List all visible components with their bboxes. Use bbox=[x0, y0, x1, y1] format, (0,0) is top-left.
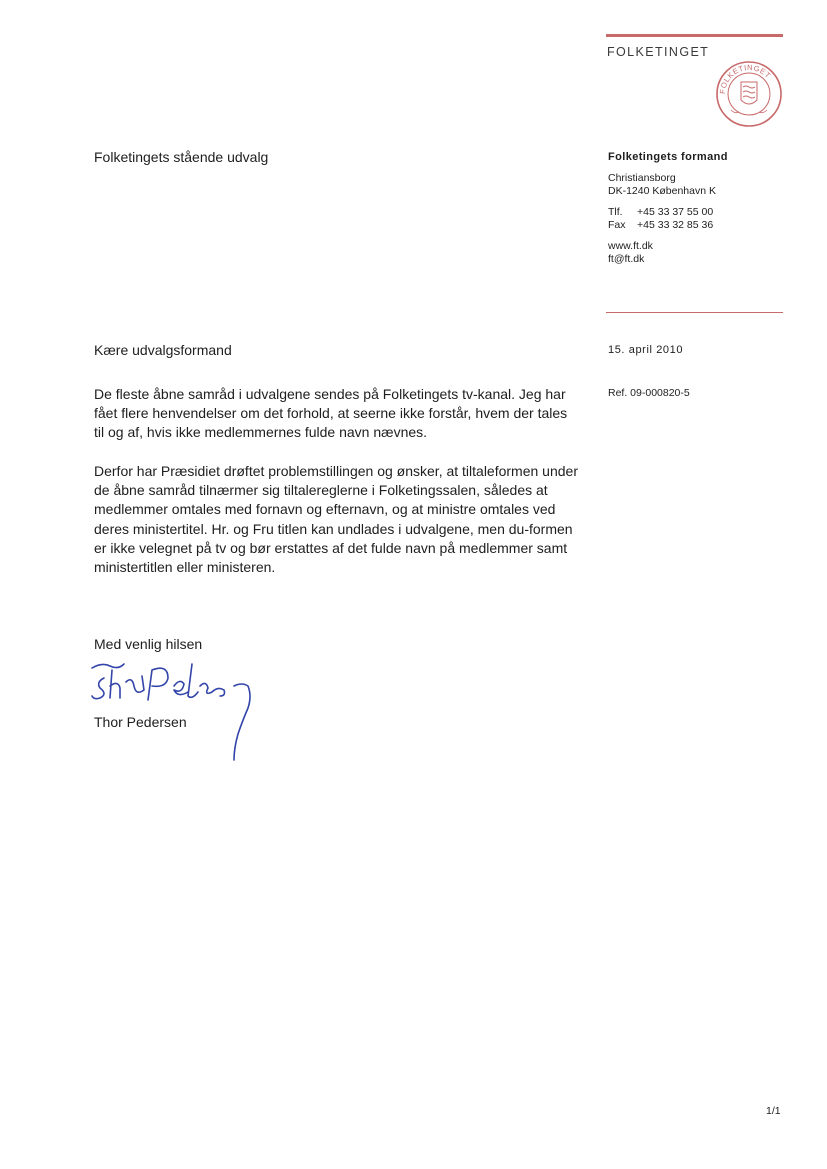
paragraph-line: til og af, hvis ikke medlemmernes fulde navn nævnes. bbox=[94, 424, 428, 441]
organization-name: FOLKETINGET bbox=[607, 45, 710, 59]
sender-title: Folketingets formand bbox=[608, 151, 728, 163]
sidebar-rule bbox=[606, 312, 783, 313]
body-paragraph bbox=[94, 385, 574, 443]
paragraph-line: De fleste åbne samråd i udvalgene sendes på Folketingets tv-kanal. Jeg har bbox=[94, 386, 566, 402]
folketinget-seal-icon bbox=[715, 60, 783, 128]
header-rule bbox=[606, 34, 783, 37]
address-line-1: Christiansborg bbox=[608, 172, 676, 184]
paragraph-line: er ikke velegnet på tv og bør erstattes af det fulde navn på medlemmer samt bbox=[94, 539, 568, 556]
closing: Med venlig hilsen bbox=[94, 636, 203, 652]
paragraph-line: deres ministertitel. Hr. og Fru titlen kan undlades i udvalgene, men du-formen bbox=[94, 520, 573, 537]
fax-row bbox=[608, 219, 713, 232]
email: ft@ft.dk bbox=[608, 253, 645, 265]
sender-address bbox=[608, 172, 716, 198]
paragraph-line: medlemmer omtales med fornavn og efternavn, og at ministre omtales ved bbox=[94, 501, 556, 518]
fax-label: Fax bbox=[608, 219, 626, 231]
website: www.ft.dk bbox=[608, 240, 653, 252]
sender-online bbox=[608, 240, 653, 266]
paragraph-line: fået flere henvendelser om det forhold, at seerne ikke forstår, hvem der tales bbox=[94, 405, 568, 422]
phone-row bbox=[608, 206, 713, 219]
reference-number: Ref. 09-000820-5 bbox=[608, 387, 690, 399]
phone-number: +45 33 37 55 00 bbox=[637, 206, 714, 218]
paragraph-line: de åbne samråd tilnærmer sig tiltalereglerne i Folketingssalen, således at bbox=[94, 482, 548, 499]
fax-number: +45 33 32 85 36 bbox=[637, 219, 714, 231]
paragraph-line: ministertitlen eller ministeren. bbox=[94, 559, 276, 576]
salutation: Kære udvalgsformand bbox=[94, 342, 232, 358]
recipient: Folketingets stående udvalg bbox=[94, 149, 269, 165]
address-line-2: DK-1240 København K bbox=[608, 185, 716, 197]
handwritten-signature bbox=[88, 656, 258, 766]
svg-text:FOLKETINGET: FOLKETINGET bbox=[717, 62, 773, 95]
body-paragraph bbox=[94, 462, 578, 577]
sender-contact bbox=[608, 206, 713, 232]
paragraph-line: Derfor har Præsidiet drøftet problemstillingen og ønsker, at tiltaleformen under bbox=[94, 463, 578, 479]
letter-date: 15. april 2010 bbox=[608, 344, 684, 356]
phone-label: Tlf. bbox=[608, 206, 623, 218]
page-number: 1/1 bbox=[766, 1105, 781, 1117]
signer-name: Thor Pedersen bbox=[94, 714, 187, 730]
